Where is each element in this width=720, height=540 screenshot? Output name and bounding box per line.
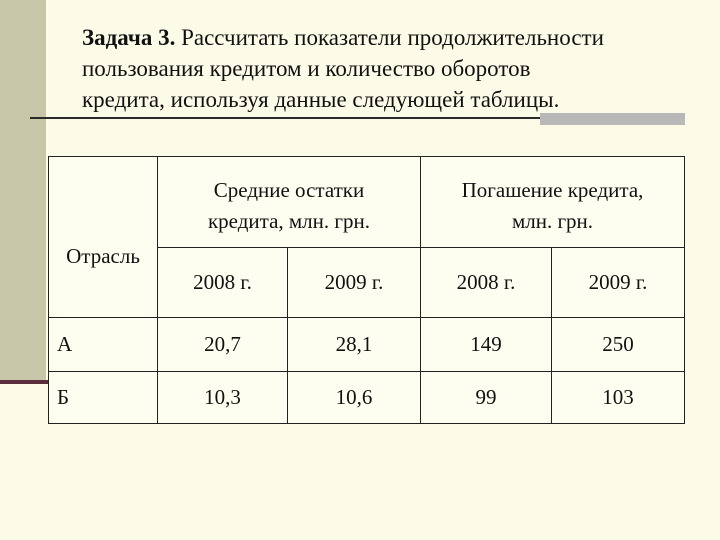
table-row (49, 318, 685, 372)
task-number: Задача 3. (82, 25, 176, 50)
header-branch: Отрасль (49, 157, 158, 318)
row-value: 10,6 (288, 372, 421, 424)
table-row (49, 372, 685, 424)
task-text-line-3: кредита, используя данные следующей таблицы. (82, 87, 560, 112)
row-branch: Б (49, 372, 158, 424)
row-value: 99 (421, 372, 552, 424)
row-value: 250 (552, 318, 685, 372)
row-value: 28,1 (288, 318, 421, 372)
row-value: 149 (421, 318, 552, 372)
header-year: 2009 г. (288, 248, 421, 318)
task-title (82, 22, 692, 115)
row-value: 20,7 (158, 318, 288, 372)
row-value: 103 (552, 372, 685, 424)
task-text-line-1: Рассчитать показатели продолжительности (175, 25, 604, 50)
row-value: 10,3 (158, 372, 288, 424)
header-credit-repayment-line-2: млн. грн. (511, 209, 594, 233)
header-average-balances-line-1: Средние остатки (213, 178, 365, 202)
header-year: 2009 г. (552, 248, 685, 318)
credit-table (48, 156, 685, 424)
task-text-line-2: пользования кредитом и количество оборотов (82, 56, 531, 81)
header-credit-repayment-line-1: Погашение кредита, (461, 178, 644, 202)
header-average-balances-line-2: кредита, млн. грн. (207, 209, 371, 233)
side-accent-bar (0, 0, 46, 382)
row-branch: А (49, 318, 158, 372)
side-accent-rule (0, 380, 48, 384)
header-year: 2008 г. (421, 248, 552, 318)
header-average-balances (158, 157, 421, 248)
header-year: 2008 г. (158, 248, 288, 318)
header-credit-repayment (421, 157, 685, 248)
